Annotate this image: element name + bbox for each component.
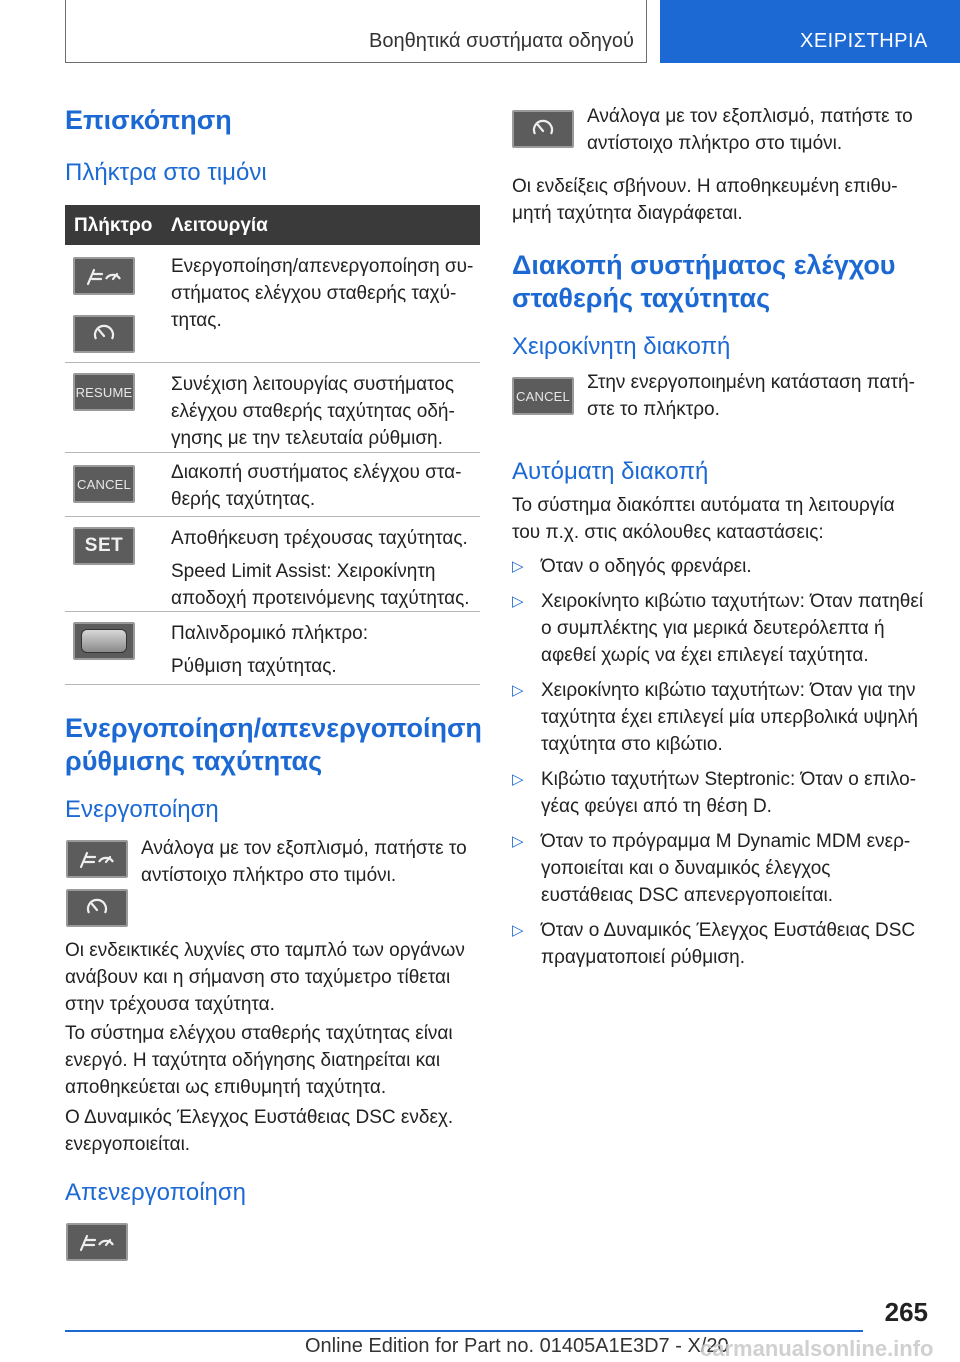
row-function-text (171, 253, 481, 334)
activate-paragraph-2 (65, 1020, 453, 1101)
text-line: αντίστοιχο πλήκτρο στο τιμόνι. (587, 133, 843, 154)
heading-line: Διακοπή συστήματος ελέγχου (512, 250, 896, 280)
cancel-label: CANCEL (516, 388, 570, 404)
text-line: Ενεργοποίηση/απενεργοποίηση συ- (171, 256, 474, 277)
heading-steering-keys: Πλήκτρα στο τιμόνι (65, 159, 267, 186)
text-line: τητας. (171, 310, 222, 331)
cruise-activate-icon (512, 110, 574, 148)
text-line: ταχύτητα στο κιβώτιο. (541, 734, 723, 755)
text-line: Χειροκίνητο κιβώτιο ταχυτήτων: Όταν πατηθεί (541, 591, 924, 612)
heading-auto-interrupt: Αυτόματη διακοπή (512, 458, 709, 485)
text-line: αποδοχή προτεινόμενης ταχύτητας. (171, 588, 470, 609)
heading-line: Ενεργοποίηση/απενεργοποίηση (65, 713, 482, 743)
chapter-tab[interactable] (660, 0, 960, 63)
text-line: μητή ταχύτητα διαγράφεται. (512, 203, 743, 224)
header-section-box (65, 0, 647, 63)
heading-manual-interrupt: Χειροκίνητη διακοπή (512, 333, 731, 360)
triangle-bullet-icon: ▷ (512, 558, 524, 575)
heading-deactivate: Απενεργοποίηση (65, 1179, 247, 1206)
table-row (65, 612, 480, 685)
heading-line: σταθερής ταχύτητας (512, 283, 771, 313)
heading-activate-deactivate (65, 712, 482, 778)
cancel-button-icon (73, 465, 135, 503)
cancel-label: CANCEL (77, 476, 131, 492)
text-line: Ρύθμιση ταχύτητας. (171, 656, 337, 677)
text-line: Χειροκίνητο κιβώτιο ταχυτήτων: Όταν για την (541, 680, 916, 701)
text-line: Όταν το πρόγραμμα M Dynamic MDM ενερ- (541, 831, 911, 852)
text-line: ανάβουν και η σήμανση στο ταχύμετρο τίθεται (65, 967, 451, 988)
text-line: Συνέχιση λειτουργίας συστήματος (171, 374, 455, 395)
text-line: Ανάλογα με τον εξοπλισμό, πατήστε το (141, 838, 467, 859)
cancel-button-icon (512, 377, 574, 415)
text-line: Οι ενδείξεις σβήνουν. Η αποθηκευμένη επιθυ- (512, 176, 898, 197)
auto-interrupt-text (512, 492, 895, 546)
text-line: γέας φεύγει από τη θέση D. (541, 796, 772, 817)
text-line: στην τρέχουσα ταχύτητα. (65, 994, 275, 1015)
text-line: Speed Limit Assist: Χειροκίνητη (171, 561, 436, 582)
cruise-on-off-icon (66, 840, 128, 878)
triangle-bullet-icon: ▷ (512, 593, 524, 610)
col-key-header: Πλήκτρο (74, 215, 153, 236)
cruise-on-off-icon (66, 1223, 128, 1261)
resume-label: RESUME (75, 384, 133, 400)
triangle-bullet-icon: ▷ (512, 922, 524, 939)
text-line: Το σύστημα διακόπτει αυτόματα τη λειτουργία (512, 495, 895, 516)
text-line: Διακοπή συστήματος ελέγχου στα- (171, 462, 462, 483)
auto-interrupt-list (512, 553, 932, 979)
text-line: ενεργοποιείται. (65, 1134, 191, 1155)
text-line: Αποθήκευση τρέχουσας ταχύτητας. (171, 528, 468, 549)
text-line: του π.χ. στις ακόλουθες καταστάσεις: (512, 522, 824, 543)
text-line: στε το πλήκτρο. (587, 399, 720, 420)
text-line: αντίστοιχο πλήκτρο στο τιμόνι. (141, 865, 397, 886)
resume-button-icon (73, 373, 135, 411)
text-line: ο συμπλέκτης για μερικά δευτερόλεπτα ή (541, 618, 885, 639)
text-line: Το σύστημα ελέγχου σταθερής ταχύτητας είναι (65, 1023, 453, 1044)
chapter-tab-label: ΧΕΙΡΙΣΤΗΡΙΑ (800, 30, 928, 52)
edition-text: Online Edition for Part no. 01405A1E3D7 - X/20 (305, 1335, 729, 1357)
set-label: SET (84, 535, 124, 556)
text-line: γοποιείται και ο δυναμικός έλεγχος (541, 858, 831, 879)
table-header (65, 205, 480, 245)
text-line: θερής ταχύτητας. (171, 489, 316, 510)
heading-overview: Επισκόπηση (65, 105, 232, 135)
manual-interrupt-text (587, 369, 915, 423)
heading-line: ρύθμισης ταχύτητας (65, 746, 323, 776)
cruise-activate-icon (73, 315, 135, 353)
text-line: Ο Δυναμικός Έλεγχος Ευστάθειας DSC ενδεχ. (65, 1107, 454, 1128)
heading-interrupt (512, 249, 896, 315)
activate-paragraph-3 (65, 1104, 453, 1158)
text-line: στήματος ελέγχου σταθερής ταχύ- (171, 283, 457, 304)
text-line: αποθηκεύεται ως επιθυμητή ταχύτητα. (65, 1077, 387, 1098)
activate-instruction (141, 835, 467, 889)
list-item (512, 766, 932, 820)
cruise-activate-icon (66, 889, 128, 927)
section-title: Βοηθητικά συστήματα οδηγού (369, 30, 634, 52)
table-row (65, 245, 480, 363)
text-line: Κιβώτιο ταχυτήτων Steptronic: Όταν ο επιλο- (541, 769, 917, 790)
set-button-icon (73, 527, 135, 565)
text-line: ελέγχου σταθερής ταχύτητας οδή- (171, 401, 455, 422)
text-line: αφεθεί χωρίς να έχει επιλεγεί ταχύτητα. (541, 645, 869, 666)
text-line: ταχύτητα έχει επιλεγεί μία υπερβολικά υψηλή (541, 707, 918, 728)
text-line: Παλινδρομικό πλήκτρο: (171, 623, 368, 644)
text-line: ενεργό. Η ταχύτητα οδήγησης διατηρείται και (65, 1050, 441, 1071)
table-row (65, 453, 480, 517)
text-line: ευστάθειας DSC απενεργοποιείται. (541, 885, 834, 906)
row-function-text (171, 459, 481, 513)
triangle-bullet-icon: ▷ (512, 833, 524, 850)
text-line: Όταν ο οδηγός φρενάρει. (541, 556, 752, 577)
list-item (512, 553, 932, 580)
text-line: Στην ενεργοποιημένη κατάσταση πατή- (587, 372, 915, 393)
deactivate-paragraph (512, 173, 898, 227)
triangle-bullet-icon: ▷ (512, 771, 524, 788)
text-line: Οι ενδεικτικές λυχνίες στο ταμπλό των οργάνων (65, 940, 465, 961)
page-number: 265 (884, 1297, 928, 1327)
triangle-bullet-icon: ▷ (512, 682, 524, 699)
row-function-text (171, 525, 481, 612)
list-item (512, 588, 932, 669)
text-line: γησης με την τελευταία ρύθμιση. (171, 428, 443, 449)
text-line: Όταν ο Δυναμικός Έλεγχος Ευστάθειας DSC (541, 920, 916, 941)
table-row (65, 363, 480, 453)
text-line: πραγματοποιεί ρύθμιση. (541, 947, 745, 968)
activate-paragraph-1 (65, 937, 465, 1018)
text-line: Ανάλογα με τον εξοπλισμό, πατήστε το (587, 106, 913, 127)
table-row (65, 517, 480, 612)
list-item (512, 828, 932, 909)
cruise-on-off-icon (73, 257, 135, 295)
row-function-text (171, 371, 481, 452)
deactivate-instruction (587, 103, 913, 157)
keys-table (65, 205, 480, 685)
rocker-switch-icon (73, 622, 135, 660)
list-item (512, 917, 932, 971)
col-function-header: Λειτουργία (171, 215, 268, 236)
list-item (512, 677, 932, 758)
watermark: carmanualsonline.info (700, 1336, 934, 1361)
footer-divider (65, 1330, 863, 1332)
row-function-text (171, 620, 481, 680)
heading-activate: Ενεργοποίηση (65, 796, 219, 823)
